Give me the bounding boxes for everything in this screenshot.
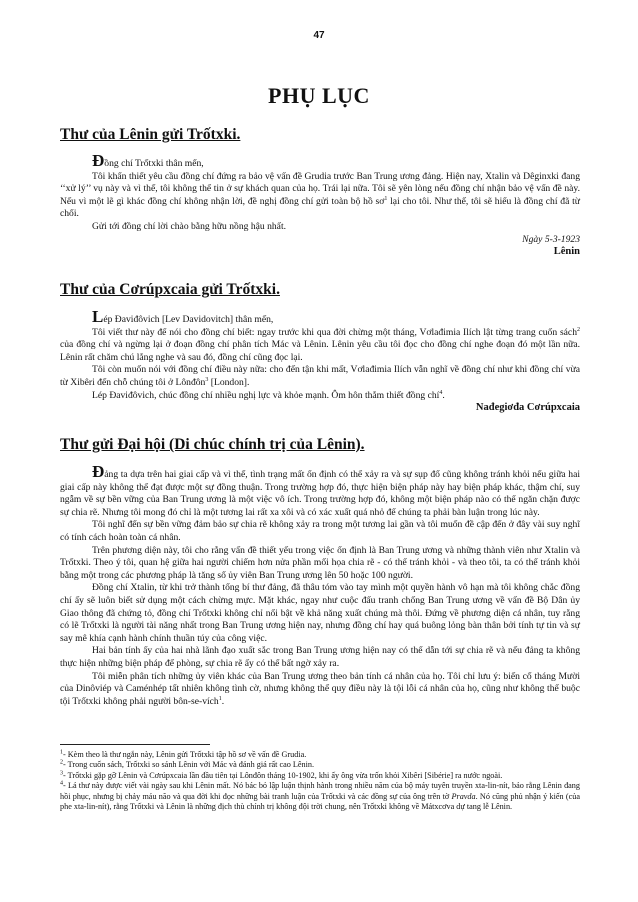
drop-cap: L (92, 307, 104, 326)
letter-paragraph: Tôi viết thư này để nói cho đồng chí biết: ngay trước khi qua đời chừng một tháng, Vơlađimia Ilích lật từng trang cuốn sách$^2$ của đồng chí và ngừng lại ở đoạn đồng chí phân tích Mác và Lênin. Lênin yêu cầu tôi đọc cho đồng chí nghe đoạn đó một lần nữa. Lênin rất chăm chú lắng nghe và sau đó, đồng chí cũng đọc lại. (60, 326, 580, 363)
page-number: 47 (313, 30, 325, 41)
closing-line: Gửi tới đồng chí lời chào bằng hữu nồng hậu nhất. (92, 220, 287, 232)
section-lenin-letter (60, 126, 580, 259)
drop-cap: Đ (92, 151, 105, 170)
body-paragraph: Hai bản tính ấy của hai nhà lãnh đạo xuất sắc trong Ban Trung ương hiện nay có thể dẫn tới sự chia rẽ và nếu đảng ta không thực hiện những biện pháp để phòng, sự chia rẽ ấy có thể bất ngờ xảy ra. (60, 645, 580, 669)
footnote-ref: 4 (439, 389, 443, 396)
footnotes (60, 750, 580, 812)
footnote-ref: 3 (205, 376, 209, 383)
section-testament (60, 436, 580, 708)
letter-date: Ngày 5-3-1923 (522, 233, 580, 245)
signature: Lênin (553, 246, 580, 258)
body-paragraph: Trên phương diện này, tôi cho rằng vấn đề thiết yếu trong việc ổn định là Ban Trung ương và những thành viên như Xtalin và Trốtxki. Theo ý tôi, quan hệ giữa hai người chiếm hơn nửa phần mối họa chia rẽ - có thể tránh khỏi - và theo tôi, ta có thể tránh khỏi bằng một trong các phương pháp là tăng số ủy viên Ban Trung ương lên 50 hoặc 100 người. (60, 544, 580, 581)
footnote: $^2$- Trong cuốn sách, Trốtxki so sánh Lênin với Mác và đánh giá rất cao Lênin. (60, 759, 315, 770)
salutation: Lép Đaviđôvich [Lev Davidovitch] thân mến, (92, 307, 274, 326)
footnote-divider (60, 744, 210, 745)
footnote: $^3$- Trốtxki gặp gỡ Lênin và Cơrúpxcaia lần đầu tiên tại Lônđôn tháng 10-1902, khi ấy ông vừa trốn khỏi Xibêri [Sibérie] ra nước ngoài. (60, 770, 503, 780)
salutation: Đồng chí Trốtxki thân mến, (92, 151, 204, 170)
letter-body: Tôi khẩn thiết yêu cầu đồng chí đứng ra bảo vệ vấn đề Grudia trước Ban Trung ương đảng. Hiện nay, Xtalin và Dêginxki đang ‘‘xử lý’’ vụ này và vì thế, tôi không thể tin ở sự khách quan của họ. Trái lại nữa. Tôi sẽ yên lòng nếu đồng chí nhận bảo vệ vấn đề này. Nếu vì một lẽ gì khác đồng chí không nhận lời, đề nghị đồng chí gửi toàn bộ hồ $sơ^1$ lại cho tôi. Như thế, tôi sẽ hiểu là đồng chí đã từ chối. (60, 170, 580, 220)
signature: Nađegiơđa Cơrúpxcaia (475, 402, 580, 414)
body-paragraph: Đồng chí Xtalin, từ khi trở thành tổng bí thư đảng, đã thâu tóm vào tay mình một quyền hành vô hạn mà tôi không chắc đồng chí ấy sẽ luôn biết sử dụng một cách chừng mực. Mặt khác, ngay như cuộc đấu tranh chống Ban Trung ương về vấn đề Bộ Dân ủy Giao thông đã chứng tỏ, đồng chí Trốtxki không chỉ nổi bật về khả năng xuất chúng mà thôi. Đứng về phương diện cá nhân, tuy rằng có lẽ Trốtxki là người tài năng nhất trong Ban Trung ương hiện nay, nhưng đồng chí hay quá buông lỏng bàn thân bởi tính tự tin và sự say mê khía cạnh hành chính thuần túy của công việc. (60, 582, 580, 644)
letter-paragraph: Lép Đaviđôvich, chúc đồng chí nhiều nghị lực và khỏe mạnh. Ôm hôn thắm thiết đồng chí$^4$. (92, 389, 445, 401)
section-heading: Thư gửi Đại hội (Di chúc chính trị của Lênin). (60, 436, 365, 453)
footnote-ref: 1 (218, 695, 222, 702)
body-paragraph: Tôi miễn phân tích những ủy viên khác của Ban Trung ương theo bản tính cá nhân của họ. Tôi chỉ lưu ý: biến cố tháng Mười của Dinôviép và Caménhép tất nhiên không tình cờ, nhưng không thể quy điều này là tội lỗi cá nhân của họ, cũng như không thể buộc tội Trốtxki không phải người bôn-se-vích$^1$. (60, 670, 580, 707)
body-paragraph: Đảng ta dựa trên hai giai cấp và vì thế, tình trạng mất ổn định có thể xảy ra và sự sụp đổ cũng không tránh khỏi nếu giữa hai giai cấp này không thể đạt được một sự đồng thuận. Trong trường hợp đó, thực hiện biện pháp này hay biện pháp khác, thậm chí, suy ngẫm về sự bền vững của Ban Trung ương là một việc vô ích. Trong trường hợp đó, không một biện pháp nào có thể ngăn chặn được sự chia rẽ. Nhưng tôi mong đó chỉ là một tương lai rất xa xôi và có xác xuất quá nhỏ để chúng ta phải bàn luận trong lúc này. (60, 462, 580, 518)
section-heading: Thư của Lênin gửi Trốtxki. (60, 126, 241, 143)
letter-paragraph: Tôi còn muốn nói với đồng chí điều này nữa: cho đến tận khi mất, Vơlađimia Ilích vẫn nghĩ về đồng chí như khi đồng chí vừa từ Xibêri đến chỗ chúng tôi ở Lônđôn$^3$ [London]. (60, 364, 580, 388)
section-heading: Thư của Cơrúpxcaia gửi Trốtxki. (60, 281, 280, 298)
page-title: PHỤ LỤC (268, 83, 370, 108)
drop-cap: Đ (92, 462, 105, 481)
section-krupskaya-letter (60, 281, 580, 415)
footnote: $^4$- Lá thư này được viết vài ngày sau khi Lênin mất. Nó bác bỏ lập luận thịnh hành trong nhiều năm của bộ máy tuyên truyền xta-lin-nít, bảo rằng Lênin đang hồi phục, nhưng bị chảy máu não và qua đời khi đọc những bài tranh luận của Trốtxki và các đồng sự của ông trên tờ Pravda. Nó cũng phủ nhận ý kiến (của phe xta-lin-nít), rằng Trốtxki và Lênin là những địch thù chính trị không đội trời chung, nên Trốtxki không về Mátxcơva dự tang lễ Lênin. (60, 780, 580, 812)
footnote: $^1$- Kèm theo là thư ngắn này, Lênin gửi Trốtxki tập hồ sơ về vấn đề Grudia. (60, 749, 307, 759)
footnote-ref: 1 (384, 195, 388, 202)
body-paragraph: Tôi nghĩ đến sự bền vững đảm bảo sự chia rẽ không xảy ra trong một tương lai gần và tôi muốn đề cập đến ở đây vài suy nghĩ có tính cách hoàn toàn cá nhân. (60, 519, 580, 543)
footnote-ref: 2 (577, 326, 580, 333)
